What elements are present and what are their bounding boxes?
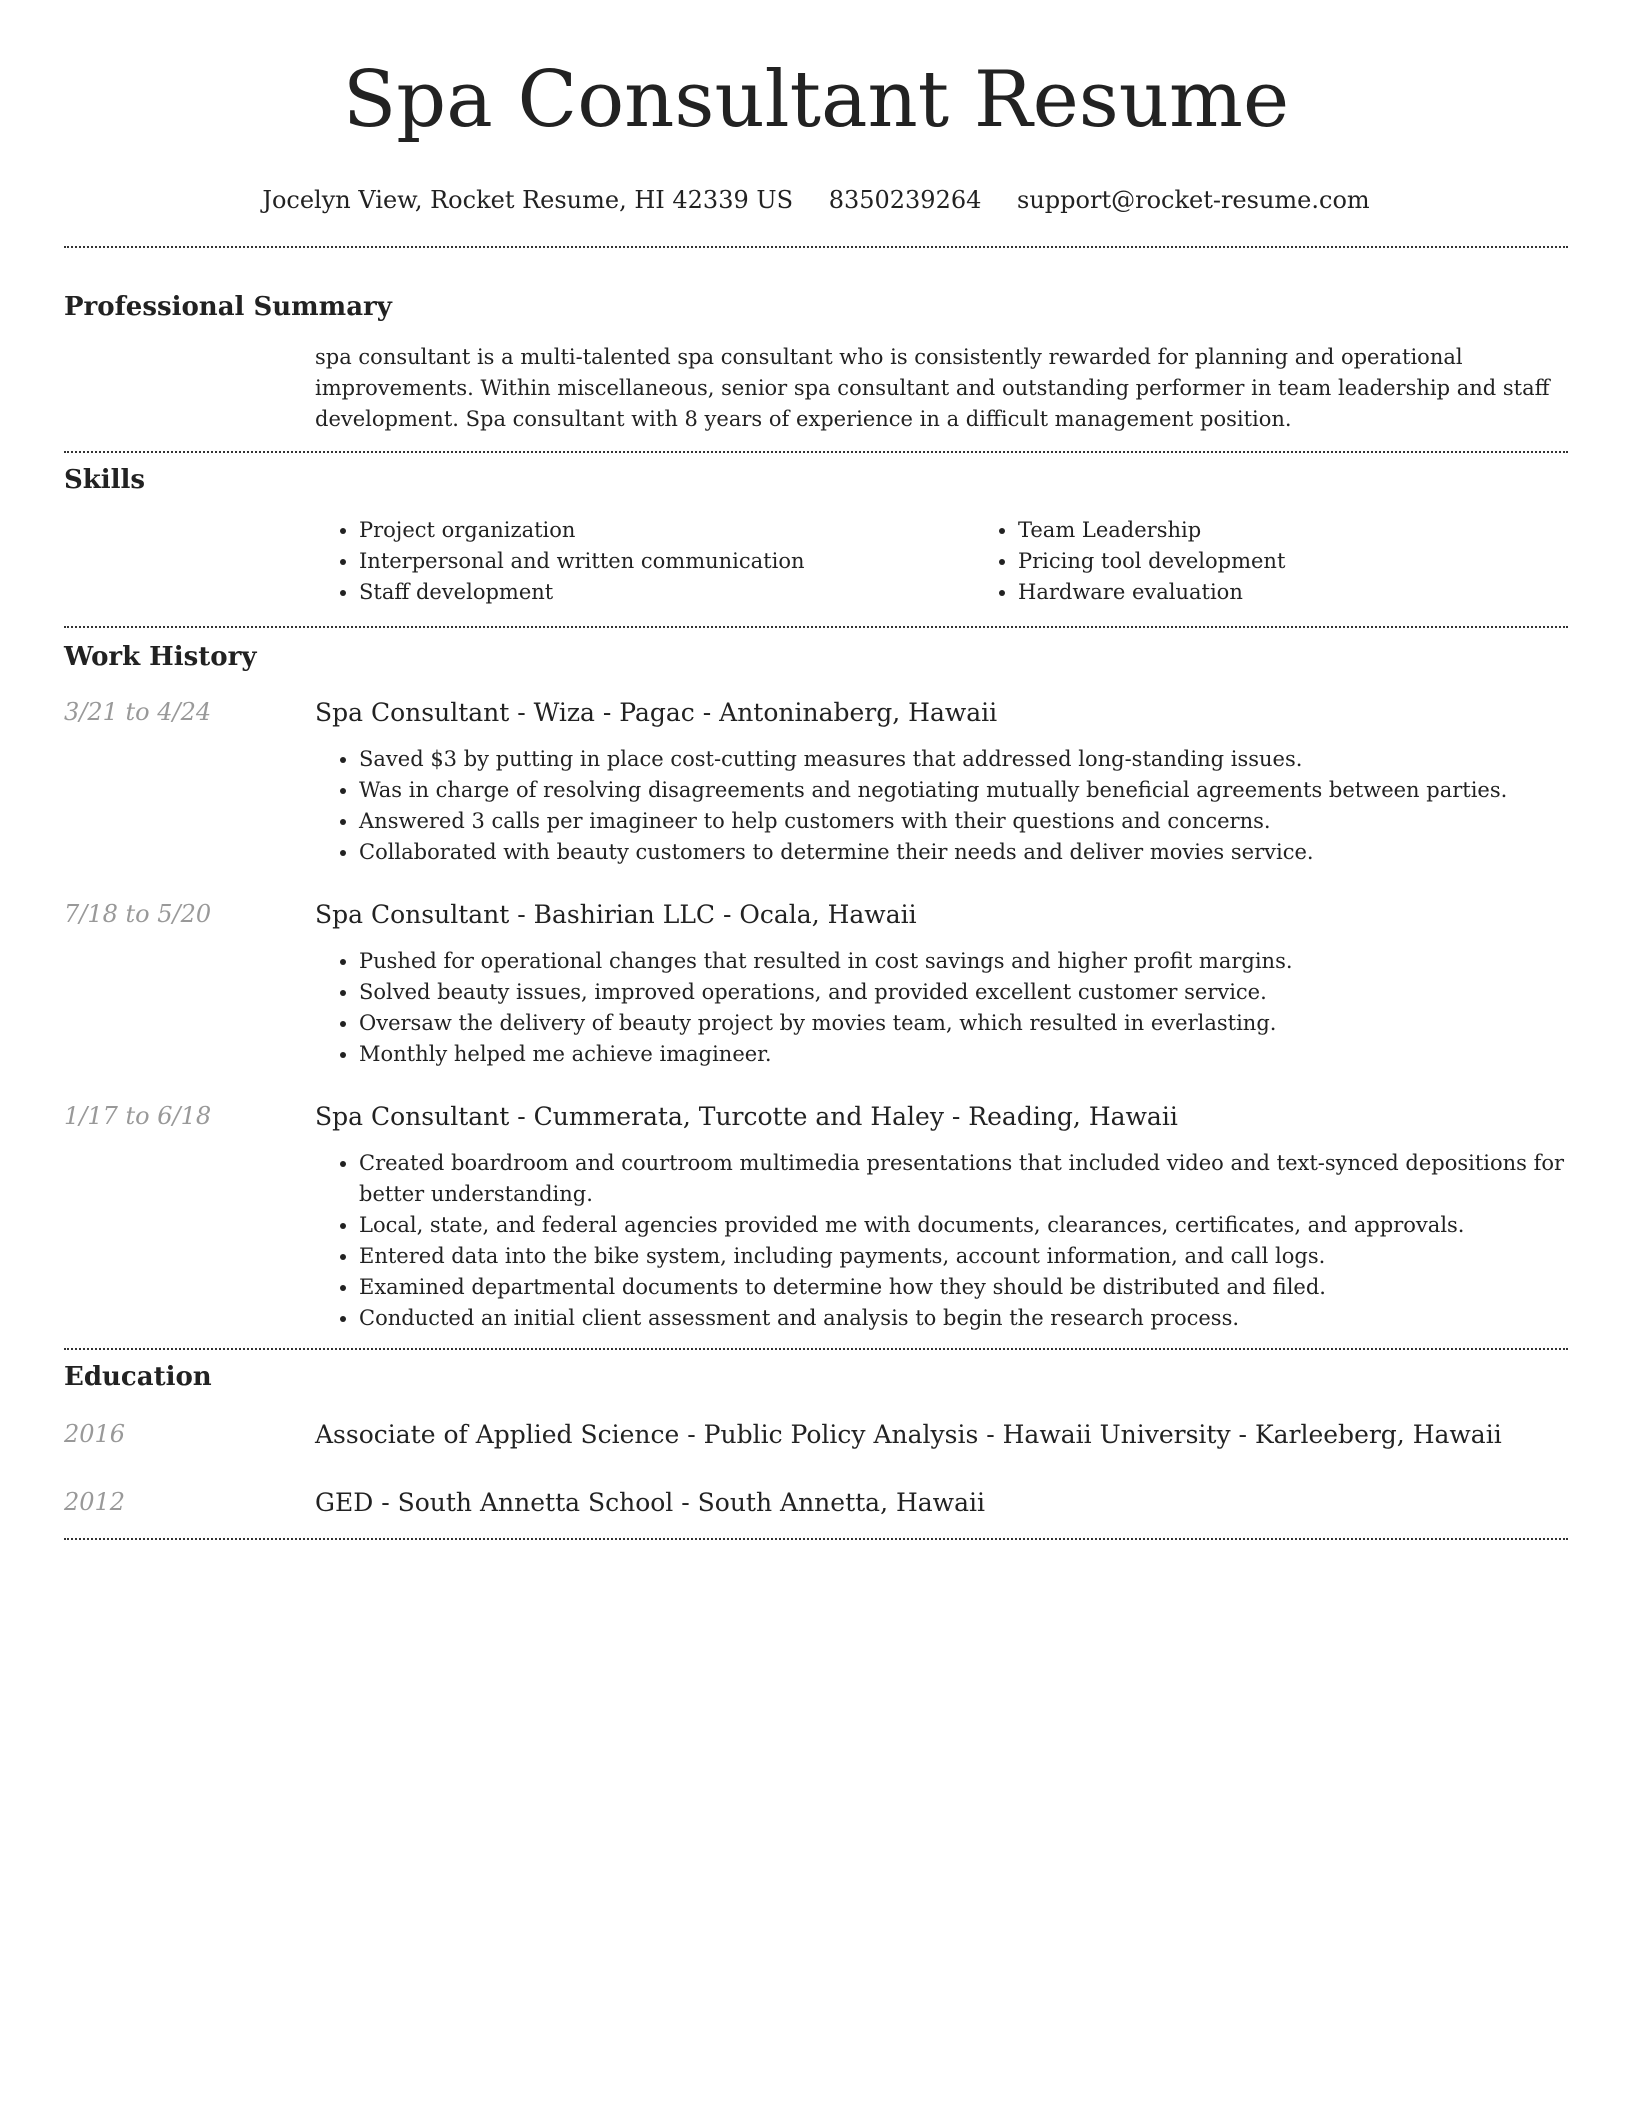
job-bullets (315, 946, 1568, 1070)
education-heading: Education (64, 1362, 212, 1392)
job-dates: 7/18 to 5/20 (64, 900, 212, 928)
job-bullet: • Created boardroom and courtroom multimedia presentations that included video and text-synced depositions for better understanding. (359, 1148, 1568, 1210)
education-entry (64, 1486, 1568, 1520)
summary-heading: Professional Summary (64, 292, 392, 322)
contact-phone: 8350239264 (828, 186, 982, 214)
job-title: Spa Consultant - Bashirian LLC - Ocala, Hawaii (315, 900, 917, 929)
resume-page (64, 0, 1568, 1540)
job-bullet: • Examined departmental documents to determine how they should be distributed and filed. (359, 1272, 1568, 1303)
job-bullet: • Entered data into the bike system, including payments, account information, and call logs. (359, 1241, 1568, 1272)
skill-item: • Interpersonal and written communication (359, 546, 974, 577)
contact-address: Jocelyn View, Rocket Resume, HI 42339 US (262, 186, 794, 214)
skills-section (64, 463, 1568, 608)
summary-section (64, 290, 1568, 435)
job-bullet: • Was in charge of resolving disagreements and negotiating mutually beneficial agreements between parties. (359, 775, 1568, 806)
work-divider (64, 1348, 1568, 1350)
job-entry (64, 1100, 1568, 1334)
summary-spacer (64, 342, 315, 435)
skills-column-2 (974, 515, 1632, 608)
job-dates: 3/21 to 4/24 (64, 698, 212, 726)
skills-spacer (64, 515, 315, 608)
header-divider (64, 246, 1568, 248)
skills-heading: Skills (64, 465, 146, 495)
job-entry (64, 898, 1568, 1070)
resume-title: Spa Consultant Resume (342, 55, 1290, 145)
job-dates: 1/17 to 6/18 (64, 1102, 212, 1130)
job-bullet: • Oversaw the delivery of beauty project by movies team, which resulted in everlasting. (359, 1008, 1568, 1039)
summary-divider (64, 451, 1568, 453)
contact-email: support@rocket-resume.com (1017, 186, 1370, 214)
summary-text: spa consultant is a multi-talented spa consultant who is consistently rewarded for planning and operational improvements. Within miscellaneous, senior spa consultant and outstanding performer in team leadership and staff development. Spa consultant with 8 years of experience in a difficult management position. (315, 345, 1550, 431)
education-title: Associate of Applied Science - Public Policy Analysis - Hawaii University - Karleeberg, Hawaii (315, 1420, 1502, 1449)
skills-grid (315, 515, 1632, 608)
skill-item: • Pricing tool development (1018, 546, 1632, 577)
education-section (64, 1360, 1568, 1520)
job-title: Spa Consultant - Cummerata, Turcotte and Haley - Reading, Hawaii (315, 1102, 1178, 1131)
job-title: Spa Consultant - Wiza - Pagac - Antoninaberg, Hawaii (315, 698, 998, 727)
job-bullet: • Solved beauty issues, improved operations, and provided excellent customer service. (359, 977, 1568, 1008)
skill-item: • Staff development (359, 577, 974, 608)
job-bullet: • Pushed for operational changes that resulted in cost savings and higher profit margins. (359, 946, 1568, 977)
education-year: 2016 (64, 1420, 126, 1448)
skills-divider (64, 626, 1568, 628)
education-title: GED - South Annetta School - South Annetta, Hawaii (315, 1488, 985, 1517)
work-heading: Work History (64, 642, 257, 672)
job-bullet: • Local, state, and federal agencies provided me with documents, clearances, certificates, and approvals. (359, 1210, 1568, 1241)
job-bullets (315, 744, 1568, 868)
skill-item: • Team Leadership (1018, 515, 1632, 546)
contact-line (64, 184, 1568, 216)
skill-item: • Project organization (359, 515, 974, 546)
job-entry (64, 696, 1568, 868)
job-bullet: • Monthly helped me achieve imagineer. (359, 1039, 1568, 1070)
job-bullets (315, 1148, 1568, 1334)
education-divider (64, 1538, 1568, 1540)
job-bullet: • Saved $3 by putting in place cost-cutting measures that addressed long-standing issues. (359, 744, 1568, 775)
work-section (64, 640, 1568, 1334)
skill-item: • Hardware evaluation (1018, 577, 1632, 608)
job-bullet: • Conducted an initial client assessment and analysis to begin the research process. (359, 1303, 1568, 1334)
education-entry (64, 1418, 1568, 1452)
education-year: 2012 (64, 1488, 126, 1516)
job-bullet: • Collaborated with beauty customers to determine their needs and deliver movies service. (359, 837, 1568, 868)
skills-column-1 (315, 515, 974, 608)
job-bullet: • Answered 3 calls per imagineer to help customers with their questions and concerns. (359, 806, 1568, 837)
